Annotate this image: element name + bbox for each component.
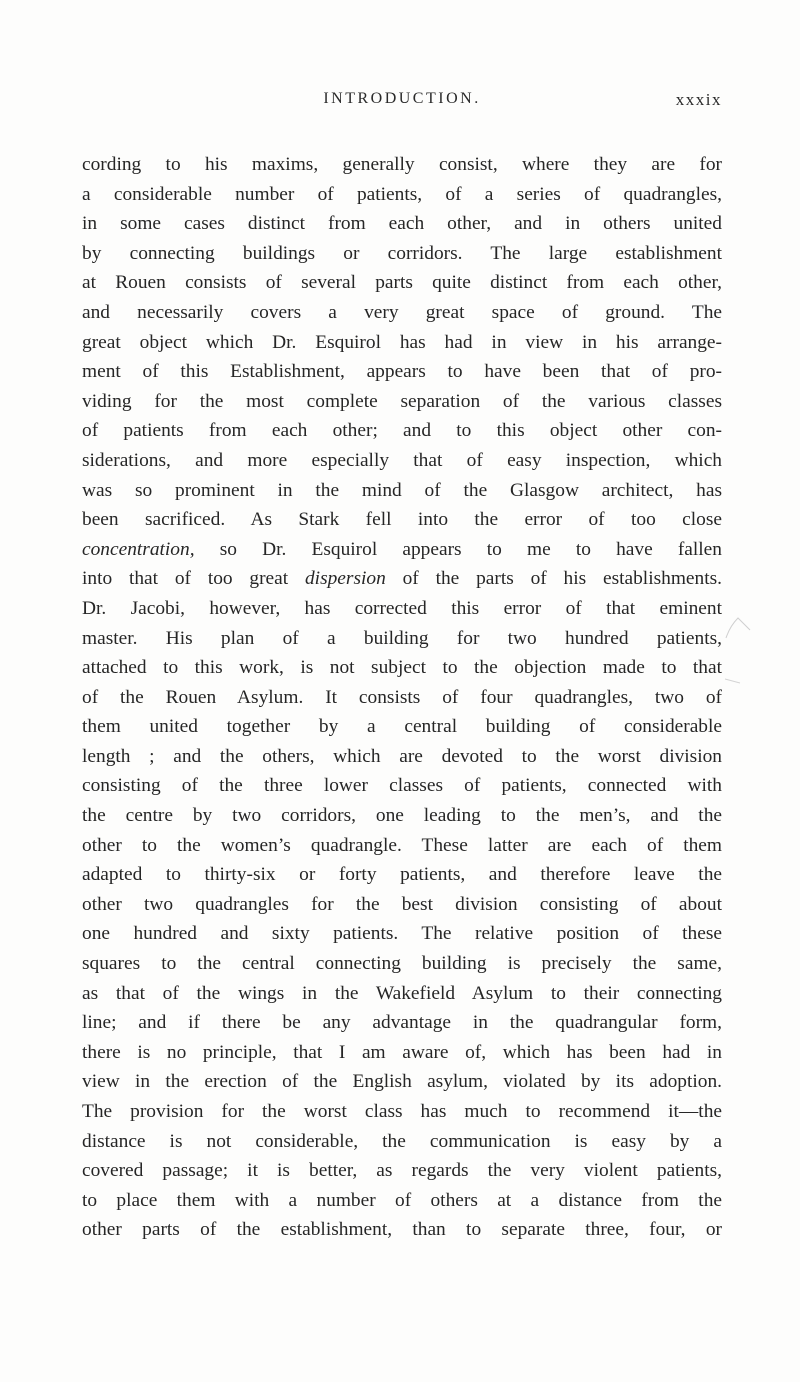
text-line: viding for the most complete separation of the various classes bbox=[82, 390, 722, 412]
running-title: INTRODUCTION. bbox=[323, 90, 481, 107]
italic-term: concentration, bbox=[82, 538, 195, 560]
text-line: Dr. Jacobi, however, has corrected this error of that eminent bbox=[82, 597, 722, 619]
text-line: line; and if there be any advantage in the quadrangular form, bbox=[82, 1012, 722, 1034]
text-line: the centre by two corridors, one leading to the men’s, and the bbox=[82, 805, 722, 827]
text-line: was so prominent in the mind of the Glasgow architect, has bbox=[82, 479, 722, 501]
text-line: at Rouen consists of several parts quite distinct from each other, bbox=[82, 272, 722, 294]
text-line: them united together by a central building of considerable bbox=[82, 716, 722, 738]
text-line: as that of the wings in the Wakefield Asylum to their connecting bbox=[82, 982, 722, 1004]
text-line: to place them with a number of others at a distance from the bbox=[82, 1189, 722, 1211]
text-line: of patients from each other; and to this object other con- bbox=[82, 420, 722, 442]
text-line: and necessarily covers a very great space of ground. The bbox=[82, 301, 722, 323]
text-line: been sacrificed. As Stark fell into the error of too close bbox=[82, 509, 722, 531]
text-line: distance is not considerable, the communication is easy by a bbox=[82, 1130, 722, 1152]
text-line: of the Rouen Asylum. It consists of four quadrangles, two of bbox=[82, 686, 722, 708]
text-line: other two quadrangles for the best division consisting of about bbox=[82, 893, 722, 915]
text-line bbox=[82, 564, 722, 594]
body-text bbox=[82, 150, 722, 1245]
text-line: length ; and the others, which are devoted to the worst division bbox=[82, 745, 722, 767]
text-line: siderations, and more especially that of easy inspection, which bbox=[82, 449, 722, 471]
margin-dash-icon bbox=[724, 676, 742, 686]
text-span: of the parts of his establishments. bbox=[385, 568, 722, 590]
text-line: consisting of the three lower classes of patients, connected with bbox=[82, 775, 722, 797]
text-line: there is no principle, that I am aware of, which has been had in bbox=[82, 1041, 722, 1063]
margin-mark-icon bbox=[724, 612, 752, 640]
text-line: attached to this work, is not subject to the objection made to that bbox=[82, 657, 722, 679]
page-number: xxxix bbox=[675, 90, 722, 109]
text-line: by connecting buildings or corridors. The large establishment bbox=[82, 242, 722, 264]
text-line: other parts of the establishment, than to separate three, four, or bbox=[82, 1219, 722, 1241]
text-line: adapted to thirty-six or forty patients, and therefore leave the bbox=[82, 864, 722, 886]
text-line: view in the erection of the English asylum, violated by its adoption. bbox=[82, 1071, 722, 1093]
text-line: master. His plan of a building for two hundred patients, bbox=[82, 627, 722, 649]
text-line: other to the women’s quadrangle. These latter are each of them bbox=[82, 834, 722, 856]
text-line: covered passage; it is better, as regards the very violent patients, bbox=[82, 1160, 722, 1182]
text-span: so Dr. Esquirol appears to me to have fallen bbox=[194, 538, 722, 560]
text-line bbox=[82, 535, 722, 565]
text-line: a considerable number of patients, of a series of quadrangles, bbox=[82, 183, 722, 205]
text-line: squares to the central connecting building is precisely the same, bbox=[82, 953, 722, 975]
text-line: great object which Dr. Esquirol has had in view in his arrange- bbox=[82, 331, 722, 353]
text-line: The provision for the worst class has much to recommend it—the bbox=[82, 1101, 722, 1122]
running-head bbox=[82, 90, 722, 114]
italic-term: dispersion bbox=[304, 568, 386, 590]
text-line: ment of this Establishment, appears to have been that of pro- bbox=[82, 361, 722, 383]
text-line: cording to his maxims, generally consist, where they are for bbox=[82, 154, 722, 175]
text-line: in some cases distinct from each other, and in others united bbox=[82, 213, 722, 235]
text-span: into that of too great bbox=[82, 568, 305, 590]
text-line: one hundred and sixty patients. The relative position of these bbox=[82, 923, 722, 945]
